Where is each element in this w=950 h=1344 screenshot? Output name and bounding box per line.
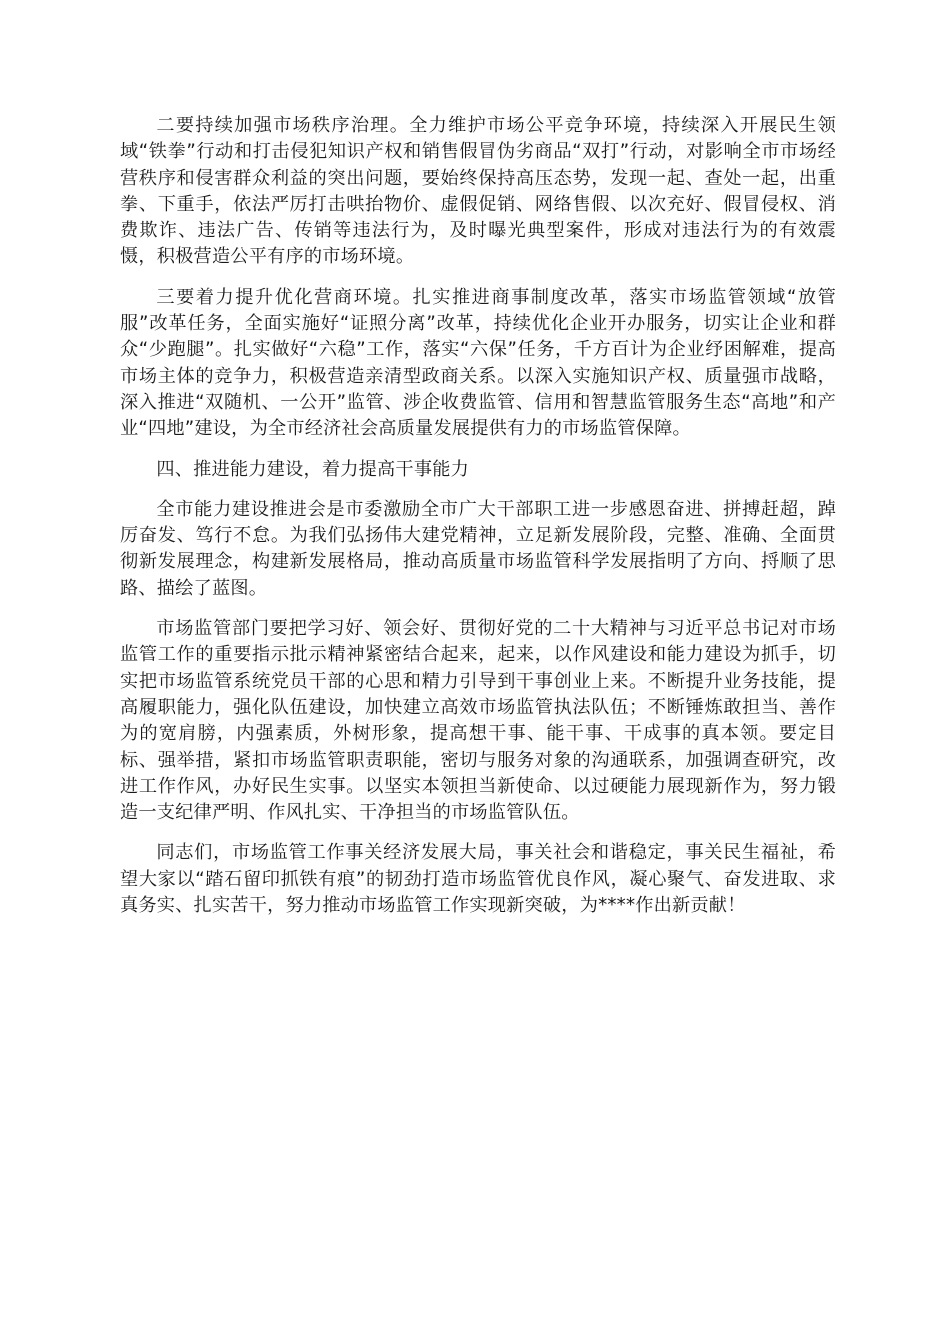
paragraph-business-environment: 三要着力提升优化营商环境。扎实推进商事制度改革，落实市场监管领域“放管服”改革任务，全面实施好“证照分离”改革，持续优化企业开办服务，切实让企业和群众“少跑腿”。扎实做好“六稳”工作，落实“六保”任务，千方百计为企业纾困解难，提高市场主体的竞争力，积极营造亲清型政商关系。以深入实施知识产权、质量强市战略，深入推进“双随机、一公开”监管、涉企收费监管、信用和智慧监管服务生态“高地”和产业“四地”建设，为全市经济社会高质量发展提供有力的市场监管保障。 [120,286,836,440]
paragraph-capacity-conference: 全市能力建设推进会是市委激励全市广大干部职工进一步感恩奋进、拼搏赶超，踔厉奋发、笃行不怠。为我们弘扬伟大建党精神，立足新发展阶段，完整、准确、全面贯彻新发展理念，构建新发展格局，推动高质量市场监管科学发展指明了方向、捋顺了思路、描绘了蓝图。 [120,498,836,599]
section-heading-capacity-building: 四、推进能力建设，着力提高干事能力 [156,458,469,480]
paragraph-closing-remarks: 同志们，市场监管工作事关经济发展大局，事关社会和谐稳定，事关民生福祉，希望大家以“踏石留印抓铁有痕”的韧劲打造市场监管优良作风，凝心聚气、奋发进取、求真务实、扎实苦干，努力推动市场监管工作实现新突破，为****作出新贡献！ [120,842,836,917]
paragraph-market-supervision-team: 市场监管部门要把学习好、领会好、贯彻好党的二十大精神与习近平总书记对市场监管工作的重要指示批示精神紧密结合起来，起来，以作风建设和能力建设为抓手，切实把市场监管系统党员干部的心思和精力引导到干事创业上来。不断提升业务技能，提高履职能力，强化队伍建设，加快建立高效市场监管执法队伍；不断锤炼敢担当、善作为的宽肩膀，内强素质，外树形象，提高想干事、能干事、干成事的真本领。要定目标、强举措，紧扣市场监管职责职能，密切与服务对象的沟通联系，加强调查研究，改进工作作风，办好民生实事。以坚实本领担当新使命、以过硬能力展现新作为，努力锻造一支纪律严明、作风扎实、干净担当的市场监管队伍。 [120,618,836,824]
document-body [120,113,836,933]
paragraph-market-order: 二要持续加强市场秩序治理。全力维护市场公平竞争环境，持续深入开展民生领域“铁拳”行动和打击侵犯知识产权和销售假冒伪劣商品“双打”行动，对影响全市市场经营秩序和侵害群众利益的突出问题，要始终保持高压态势，发现一起、查处一起，出重拳、下重手，依法严厉打击哄抬物价、虚假促销、网络售假、以次充好、假冒侵权、消费欺诈、违法广告、传销等违法行为，及时曝光典型案件，形成对违法行为的有效震慑，积极营造公平有序的市场环境。 [120,115,836,268]
